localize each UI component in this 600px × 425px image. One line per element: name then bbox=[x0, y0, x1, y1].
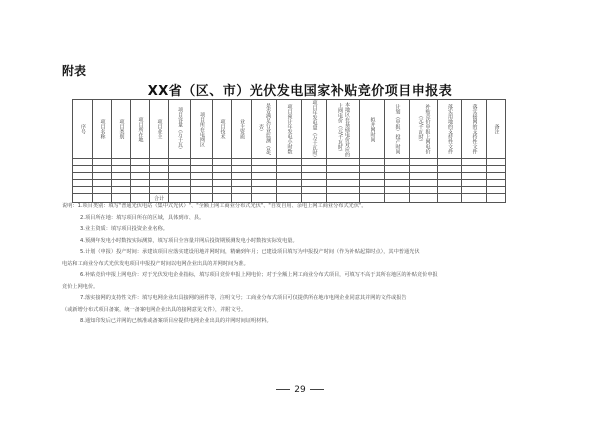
header-cell: 业主资质 bbox=[232, 100, 252, 159]
table-cell bbox=[112, 187, 131, 194]
table-cell bbox=[93, 187, 112, 194]
table-cell bbox=[232, 159, 252, 166]
header-cell: 项目预计年发电小时数 bbox=[277, 100, 302, 159]
table-cell bbox=[232, 166, 252, 173]
note-line: 5.计划（申报）投产时间：承建该项目应落实建设用地并网时间，精确到年月；已建设项目填写为申报投产时间（作为补贴起算时点），其中普通光伏 bbox=[80, 249, 420, 255]
table-row bbox=[73, 166, 506, 173]
table-cell bbox=[131, 187, 150, 194]
header-cell: 是否满足行业监测（是/否） bbox=[252, 100, 277, 159]
page-number: 29 bbox=[0, 385, 600, 395]
table-cell bbox=[438, 173, 462, 180]
table-cell bbox=[191, 166, 213, 173]
table-cell bbox=[410, 180, 438, 187]
table-cell bbox=[360, 166, 385, 173]
table-header-row bbox=[73, 100, 506, 159]
table-cell bbox=[360, 173, 385, 180]
table-row bbox=[73, 180, 506, 187]
table-cell bbox=[150, 159, 169, 166]
table-cell bbox=[169, 159, 191, 166]
table-cell bbox=[385, 159, 410, 166]
header-cell: 备注 bbox=[487, 100, 506, 159]
note-line: （或新增分布式项目备案，统一备案电网企业出具的接网意见文件），并附文号。 bbox=[62, 306, 247, 313]
table-cell bbox=[191, 173, 213, 180]
table-cell bbox=[191, 187, 213, 194]
table-cell bbox=[252, 159, 277, 166]
form-title: XX省（区、市）光伏发电国家补贴竞价项目申报表 bbox=[147, 84, 453, 99]
appendix-label: 附表 bbox=[62, 64, 87, 78]
table-cell bbox=[191, 159, 213, 166]
table-cell bbox=[73, 166, 93, 173]
table-cell bbox=[487, 173, 506, 180]
table-cell bbox=[252, 187, 277, 194]
note-line: 2.项目所在地：填写项目所在的区域，具体到市、县。 bbox=[80, 214, 205, 221]
table-cell bbox=[277, 180, 302, 187]
table-cell bbox=[131, 159, 150, 166]
table-cell bbox=[112, 173, 131, 180]
table-cell bbox=[487, 180, 506, 187]
table-cell bbox=[232, 173, 252, 180]
table-cell bbox=[410, 173, 438, 180]
table-cell bbox=[385, 166, 410, 173]
note-line: 3.业主资质：填写项目投资企业名称。 bbox=[80, 226, 168, 232]
application-table bbox=[72, 99, 506, 203]
table-cell bbox=[213, 166, 232, 173]
header-cell: 项目容量（万千瓦） bbox=[169, 100, 191, 159]
table-row bbox=[73, 187, 506, 194]
table-cell bbox=[150, 187, 169, 194]
table-cell bbox=[112, 166, 131, 173]
table-cell bbox=[385, 180, 410, 187]
table-cell bbox=[360, 159, 385, 166]
table-cell bbox=[73, 173, 93, 180]
header-cell: 序号 bbox=[73, 100, 93, 159]
table-row bbox=[73, 159, 506, 166]
note-line: 8.通知印发后已并网的已核准或备案项目应提供电网企业出具的并网时间证明材料。 bbox=[80, 318, 272, 324]
table-cell bbox=[277, 159, 302, 166]
header-cell: 拟并网时间 bbox=[360, 100, 385, 159]
table-cell bbox=[112, 180, 131, 187]
header-cell: 项目类别 bbox=[112, 100, 131, 159]
table-cell bbox=[252, 173, 277, 180]
table-cell bbox=[462, 180, 487, 187]
table-cell bbox=[302, 166, 327, 173]
dash-left bbox=[276, 389, 290, 390]
table-cell bbox=[438, 159, 462, 166]
table-cell bbox=[487, 159, 506, 166]
table-cell bbox=[487, 187, 506, 194]
table-cell bbox=[232, 180, 252, 187]
header-cell: 落实用地的支持性文件 bbox=[438, 100, 462, 159]
table-cell bbox=[73, 159, 93, 166]
table-cell bbox=[327, 187, 360, 194]
table-cell bbox=[277, 187, 302, 194]
table-cell bbox=[327, 173, 360, 180]
table-cell bbox=[410, 166, 438, 173]
table-cell bbox=[462, 187, 487, 194]
dash-right bbox=[310, 389, 324, 390]
table-cell bbox=[462, 166, 487, 173]
table-cell bbox=[213, 187, 232, 194]
table-cell bbox=[302, 180, 327, 187]
note-line: 6.补贴竞价申报上网电价：对于光伏发电企业指标，填写项目竞价申报上网电价；对于全额上网工商业分布式项目，可填写不高于其所在地区的补贴竞价申报 bbox=[80, 272, 438, 278]
table-cell bbox=[385, 173, 410, 180]
table-cell bbox=[169, 180, 191, 187]
header-cell: 补贴竞价申报上网电价（元/千瓦时） bbox=[410, 100, 438, 159]
header-cell: 落实接网的支持性文件 bbox=[462, 100, 487, 159]
table-cell bbox=[169, 173, 191, 180]
note-line: 电站和工商业分布式光伏发电项目申报投产时间以电网企业出具的并网时间为准。 bbox=[62, 260, 249, 267]
table-cell bbox=[252, 180, 277, 187]
header-cell: 项目业主 bbox=[150, 100, 169, 159]
table-cell bbox=[93, 173, 112, 180]
table-cell bbox=[232, 187, 252, 194]
note-line: 竞价上网电价。 bbox=[62, 283, 99, 290]
table-cell bbox=[93, 180, 112, 187]
table-cell bbox=[169, 166, 191, 173]
table-cell bbox=[131, 173, 150, 180]
table-cell bbox=[438, 180, 462, 187]
table-cell bbox=[213, 159, 232, 166]
table-cell bbox=[213, 180, 232, 187]
table-cell bbox=[252, 166, 277, 173]
table-cell bbox=[327, 159, 360, 166]
table-cell bbox=[277, 166, 302, 173]
note-line: 7.落实接网的支持性文件：填写电网企业出具接网的函件等，注明文号；工商业分布式项目可仅提供所在地市电网企业同意其并网的文件或报告 bbox=[80, 295, 407, 301]
table-cell bbox=[487, 166, 506, 173]
table-cell bbox=[302, 173, 327, 180]
table-cell bbox=[191, 180, 213, 187]
table-cell bbox=[150, 166, 169, 173]
table-cell bbox=[73, 180, 93, 187]
notes-section bbox=[62, 201, 542, 328]
table-cell bbox=[93, 166, 112, 173]
total-label: 合计 bbox=[150, 194, 169, 203]
table-cell bbox=[302, 187, 327, 194]
table-cell bbox=[150, 180, 169, 187]
table-row bbox=[73, 173, 506, 180]
table-cell bbox=[213, 173, 232, 180]
header-cell: 项目所在电网区 bbox=[191, 100, 213, 159]
table-cell bbox=[73, 187, 93, 194]
table-cell bbox=[327, 180, 360, 187]
table-cell bbox=[462, 159, 487, 166]
table-cell bbox=[360, 187, 385, 194]
header-cell: 项目技术 bbox=[213, 100, 232, 159]
table-cell bbox=[410, 159, 438, 166]
table-cell bbox=[327, 166, 360, 173]
header-cell: 项目名称 bbox=[93, 100, 112, 159]
table-cell bbox=[385, 187, 410, 194]
table-cell bbox=[277, 173, 302, 180]
table-cell bbox=[169, 187, 191, 194]
note-line: 4.预测年发电小时数按实际测算，填写项目全容量并网后投资期预测发电小时数按实际发电量。 bbox=[80, 237, 298, 244]
header-cell: 项目所在地 bbox=[131, 100, 150, 159]
table-cell bbox=[93, 159, 112, 166]
table-cell bbox=[360, 180, 385, 187]
table-cell bbox=[112, 159, 131, 166]
header-cell: 项目年发电量（万千瓦时） bbox=[302, 100, 327, 159]
header-cell: 本地区在基础电价对应的上网电价（元/千瓦时） bbox=[327, 100, 360, 159]
table-cell bbox=[438, 166, 462, 173]
note-line: 说明：1.项目类别：填写"普通光伏电站（集中式光伏）"、"全额上网工商业分布式光伏"、"自发自用、余电上网工商业分布式光伏"。 bbox=[62, 203, 367, 209]
table-cell bbox=[462, 173, 487, 180]
table-cell bbox=[131, 180, 150, 187]
table-cell bbox=[150, 173, 169, 180]
header-cell: 计划（申报）投产时间 bbox=[385, 100, 410, 159]
table-cell bbox=[410, 187, 438, 194]
table-cell bbox=[131, 166, 150, 173]
table-cell bbox=[438, 187, 462, 194]
